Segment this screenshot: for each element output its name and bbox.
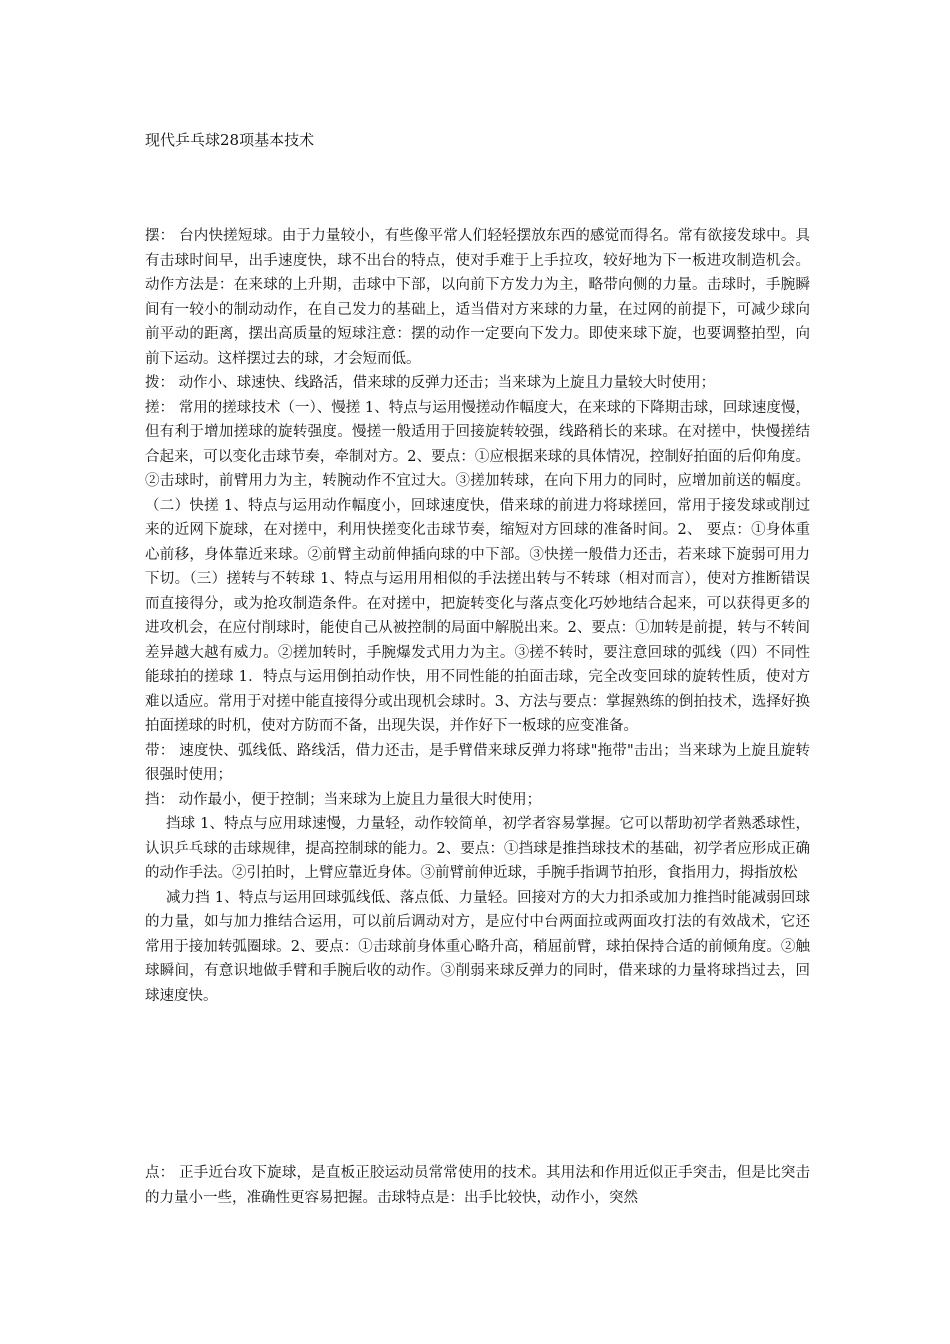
paragraph-dang: 挡： 动作最小，便于控制；当来球为上旋且力量很大时使用； [145,791,542,808]
paragraph-dang-qiu: 挡球 1、特点与应用球速慢，力量轻，动作较简单，初学者容易掌握。它可以帮助初学者熟悉球性，认识乒乓球的击球规律，提高控制球的能力。2、要点：①挡球是推挡球技术的基础，初学者应形成正确的动作手法。②引拍时，上臂应靠近身体。③前臂前伸近球，手腕手指调节拍形，食指用力，拇指放松 [145,816,810,881]
document-title: 现代乒乓球28项基本技术 [145,131,315,149]
paragraph-dian: 点： 正手近台攻下旋球，是直板正胶运动员常常使用的技术。其用法和作用近似正手突击，但是比突击的力量小一些，准确性更容易把握。击球特点是：出手比较快，动作小，突然 [145,1165,810,1206]
paragraph-cuo: 搓： 常用的搓球技术（一）、慢搓 1、特点与运用慢搓动作幅度大，在来球的下降期击球，回球速度慢，但有利于增加搓球的旋转强度。慢搓一般适用于回接旋转较强，线路稍长的来球。在对搓中，快慢搓结合起来，可以变化击球节奏，牵制对方。2、要点：①应根据来球的具体情况，控制好拍面的后仰角度。②击球时，前臂用力为主，转腕动作不宜过大。③搓加转球，在向下用力的同时，应增加前送的幅度。（二）快搓 1、特点与运用动作幅度小，回球速度快，借来球的前进力将球搓回，常用于接发球或削过来的近网下旋球，在对搓中，利用快搓变化击球节奏，缩短对方回球的准备时间。2、 要点：①身体重心前移，身体靠近来球。②前臂主动前伸插向球的中下部。③快搓一般借力还击，若来球下旋弱可用力下切。（三）搓转与不转球 1、特点与运用用相似的手法搓出转与不转球（相对而言），使对方推断错误而直接得分，或为抢攻制造条件。在对搓中，把旋转变化与落点变化巧妙地结合起来，可以获得更多的进攻机会，在应付削球时，能使自己从被控制的局面中解脱出来。2、要点：①加转是前提，转与不转间差异越大越有威力。②搓加转时，手腕爆发式用力为主。③搓不转时，要注意回球的弧线（四）不同性能球拍的搓球 1．特点与运用倒拍动作快，用不同性能的拍面击球，完全改变回球的旋转性质，使对方难以适应。常用于对搓中能直接得分或出现机会球时。3、方法与要点：掌握熟练的倒拍技术，选择好换拍面搓球的时机，使对方防而不备，出现失误，并作好下一板球的应变准备。 [145,399,810,734]
paragraph-jian-li-dang: 减力挡 1、特点与运用回球弧线低、落点低、力量轻。回接对方的大力扣杀或加力推挡时能减弱回球的力量，如与加力推结合运用，可以前后调动对方，是应付中台两面拉或两面攻打法的有效战术，它还常用于接加转弧圈球。2、要点：①击球前身体重心略升高，稍屈前臂，球拍保持合适的前倾角度。②触球瞬间，有意识地做手臂和手腕后收的动作。③削弱来球反弹力的同时，借来球的力量将球挡过去，回球速度快。 [145,889,810,1004]
paragraph-dai: 带： 速度快、弧线低、路线活，借力还击，是手臂借来球反弹力将球"拖带"击出；当来球为上旋且旋转很强时使用； [145,742,810,783]
document-body-continued [145,1161,810,1210]
paragraph-bai: 摆： 台内快搓短球。由于力量较小，有些像平常人们轻轻摆放东西的感觉而得名。常有欲接发球中。具有击球时间早，出手速度快，球不出台的特点，使对手难于上手拉攻，较好地为下一板进攻制造机会。动作方法是：在来球的上升期，击球中下部，以向前下方发力为主，略带向侧的力量。击球时，手腕瞬间有一较小的制动动作，在自己发力的基础上，适当借对方来球的力量，在过网的前提下，可减少球向前平动的距离，摆出高质量的短球注意：摆的动作一定要向下发力。即使来球下旋，也要调整拍型，向前下运动。这样摆过去的球，才会短而低。 [145,228,810,367]
document-body [145,224,810,1008]
paragraph-bo: 拨： 动作小、球速快、线路活，借来球的反弹力还击；当来球为上旋且力量较大时使用； [145,375,716,391]
